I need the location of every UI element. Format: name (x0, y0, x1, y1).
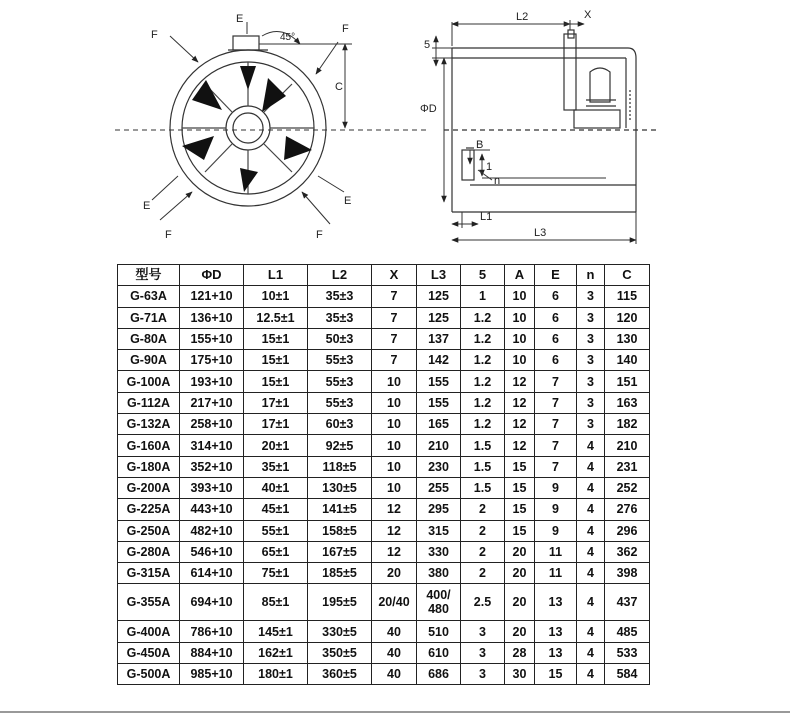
table-cell: 2 (461, 541, 505, 562)
table-cell: 20 (505, 563, 535, 584)
table-cell: 185±5 (308, 563, 372, 584)
col-header: 型号 (118, 265, 180, 286)
hub-inner (233, 113, 263, 143)
technical-drawing (0, 0, 790, 260)
table-row (118, 286, 650, 307)
table-cell: 230 (417, 456, 461, 477)
table-cell: 165 (417, 414, 461, 435)
table-cell: 120 (605, 307, 650, 328)
table-cell: G-71A (118, 307, 180, 328)
side-view (444, 30, 660, 212)
table-row (118, 563, 650, 584)
col-header: 5 (461, 265, 505, 286)
table-row (118, 350, 650, 371)
table-cell: 3 (461, 642, 505, 663)
col-header: ΦD (180, 265, 244, 286)
label-b: B (476, 139, 484, 151)
bottom-rule (0, 711, 790, 713)
table-cell: 7 (535, 456, 577, 477)
table-cell: 75±1 (244, 563, 308, 584)
table-cell: 614+10 (180, 563, 244, 584)
table-cell: G-355A (118, 584, 180, 621)
label-l3: L3 (534, 227, 547, 239)
table-cell: 12.5±1 (244, 307, 308, 328)
col-header: E (535, 265, 577, 286)
col-header: A (505, 265, 535, 286)
table-cell: 15 (505, 520, 535, 541)
table-cell: 231 (605, 456, 650, 477)
table-row (118, 541, 650, 562)
table-cell: 485 (605, 621, 650, 642)
table-row (118, 642, 650, 663)
table-cell: 3 (577, 328, 605, 349)
col-header: L2 (308, 265, 372, 286)
table-cell: 17±1 (244, 414, 308, 435)
table-cell: 35±3 (308, 286, 372, 307)
table-cell: 217+10 (180, 392, 244, 413)
table-cell: G-100A (118, 371, 180, 392)
table-cell: 145±1 (244, 621, 308, 642)
table-cell: 985+10 (180, 664, 244, 685)
f-arrow (170, 36, 198, 62)
table-cell: G-112A (118, 392, 180, 413)
table-cell: 3 (577, 371, 605, 392)
table-cell: 20 (505, 584, 535, 621)
table-cell: 1.5 (461, 456, 505, 477)
e-leader (318, 176, 344, 192)
col-header: C (605, 265, 650, 286)
table-cell: 158±5 (308, 520, 372, 541)
table-cell: 142 (417, 350, 461, 371)
header-row (118, 265, 650, 286)
table-cell: 437 (605, 584, 650, 621)
table-cell: 3 (461, 621, 505, 642)
table-cell: 180±1 (244, 664, 308, 685)
table-cell: 686 (417, 664, 461, 685)
table-cell: G-200A (118, 477, 180, 498)
label-angle: 45° (280, 32, 296, 43)
table-cell: 255 (417, 477, 461, 498)
table-cell: 4 (577, 541, 605, 562)
table-cell: 694+10 (180, 584, 244, 621)
label-x: X (584, 9, 592, 21)
table-cell: 136+10 (180, 307, 244, 328)
table-cell: 55±3 (308, 392, 372, 413)
table-row (118, 477, 650, 498)
table-cell: 167±5 (308, 541, 372, 562)
table-cell: 15 (505, 499, 535, 520)
blade (192, 80, 222, 110)
table-cell: 55±3 (308, 350, 372, 371)
table-cell: G-500A (118, 664, 180, 685)
table-cell: 10 (372, 414, 417, 435)
table-cell: 10 (372, 435, 417, 456)
table-cell: 155 (417, 392, 461, 413)
table-cell: 125 (417, 307, 461, 328)
table-cell: 9 (535, 520, 577, 541)
table-cell: 352+10 (180, 456, 244, 477)
table-cell: 276 (605, 499, 650, 520)
table-cell: 12 (505, 414, 535, 435)
table-cell: 163 (605, 392, 650, 413)
table-cell: 2 (461, 499, 505, 520)
table-cell: G-225A (118, 499, 180, 520)
table-row (118, 456, 650, 477)
label-f-bottom-left: F (165, 229, 172, 241)
table-cell: 130 (605, 328, 650, 349)
table-cell: 12 (505, 435, 535, 456)
table-cell: 6 (535, 286, 577, 307)
table-cell: 195±5 (308, 584, 372, 621)
table-row (118, 392, 650, 413)
table-cell: 10 (372, 392, 417, 413)
table-cell: G-63A (118, 286, 180, 307)
table-cell: 55±1 (244, 520, 308, 541)
table-cell: 10 (505, 328, 535, 349)
table-cell: 1 (461, 286, 505, 307)
table-cell: G-250A (118, 520, 180, 541)
table-cell: 162±1 (244, 642, 308, 663)
table-cell: 17±1 (244, 392, 308, 413)
table-cell: G-160A (118, 435, 180, 456)
table-cell: 7 (535, 392, 577, 413)
table-cell: 350±5 (308, 642, 372, 663)
table-cell: G-400A (118, 621, 180, 642)
table-cell: 1.2 (461, 307, 505, 328)
table-cell: 786+10 (180, 621, 244, 642)
table-cell: 35±1 (244, 456, 308, 477)
table-cell: 1.5 (461, 477, 505, 498)
label-one: 1 (486, 161, 493, 173)
table-cell: 40±1 (244, 477, 308, 498)
table-cell: 360±5 (308, 664, 372, 685)
table-row (118, 664, 650, 685)
table-cell: 40 (372, 642, 417, 663)
table-cell: 13 (535, 642, 577, 663)
table-cell: G-132A (118, 414, 180, 435)
table-cell: 193+10 (180, 371, 244, 392)
table-cell: 2 (461, 563, 505, 584)
f-arrow (302, 192, 330, 224)
table-cell: 1.2 (461, 328, 505, 349)
table-cell: 2 (461, 520, 505, 541)
table-cell: 7 (372, 286, 417, 307)
f-arrow (316, 42, 338, 74)
table-cell: 482+10 (180, 520, 244, 541)
table-cell: 7 (372, 328, 417, 349)
table-cell: 3 (577, 392, 605, 413)
blade (262, 78, 286, 112)
label-f-top-right: F (342, 23, 349, 35)
front-labels (143, 13, 351, 241)
table-cell: 584 (605, 664, 650, 685)
table-cell: 610 (417, 642, 461, 663)
table-cell: 1.2 (461, 350, 505, 371)
fan-blades (182, 66, 312, 192)
table-cell: 12 (372, 520, 417, 541)
table-cell: 3 (461, 664, 505, 685)
table-cell: 4 (577, 584, 605, 621)
table-row (118, 499, 650, 520)
table-cell: 15±1 (244, 328, 308, 349)
table-cell: 3 (577, 307, 605, 328)
label-e-left: E (143, 200, 151, 212)
table-cell: 40 (372, 621, 417, 642)
table-row (118, 307, 650, 328)
table-cell: 1.2 (461, 371, 505, 392)
table-cell: 92±5 (308, 435, 372, 456)
table-row (118, 414, 650, 435)
table-cell: 15 (505, 477, 535, 498)
table-cell: 20±1 (244, 435, 308, 456)
table-cell: 3 (577, 414, 605, 435)
table-cell: 20 (372, 563, 417, 584)
table-cell: 125 (417, 286, 461, 307)
table-cell: 10 (372, 477, 417, 498)
table-cell: 1.2 (461, 392, 505, 413)
label-e-right: E (344, 195, 352, 207)
table-cell: 546+10 (180, 541, 244, 562)
table-cell: 118±5 (308, 456, 372, 477)
table-cell: 4 (577, 621, 605, 642)
table-cell: 28 (505, 642, 535, 663)
table-cell: 315 (417, 520, 461, 541)
table-row (118, 520, 650, 541)
table-cell: 85±1 (244, 584, 308, 621)
table-cell: 533 (605, 642, 650, 663)
top-bracket (233, 36, 259, 50)
blade (240, 66, 256, 90)
table-cell: 4 (577, 435, 605, 456)
table-cell: 20 (505, 621, 535, 642)
table-cell: 330±5 (308, 621, 372, 642)
side-dimensions (432, 20, 636, 244)
table-cell: 7 (535, 371, 577, 392)
label-f-bottom-right: F (316, 229, 323, 241)
table-cell: 10±1 (244, 286, 308, 307)
table-cell: 258+10 (180, 414, 244, 435)
table-cell: 296 (605, 520, 650, 541)
table-cell: 3 (577, 286, 605, 307)
table-cell: 7 (535, 435, 577, 456)
table-cell: 4 (577, 664, 605, 685)
table-cell: G-180A (118, 456, 180, 477)
label-f-top-left: F (151, 29, 158, 41)
table-cell: 30 (505, 664, 535, 685)
table-row (118, 371, 650, 392)
table-cell: 380 (417, 563, 461, 584)
table-row (118, 328, 650, 349)
table-cell: 12 (505, 392, 535, 413)
motor-body (574, 110, 620, 128)
table-cell: 45±1 (244, 499, 308, 520)
table-cell: 12 (505, 371, 535, 392)
table-cell: 398 (605, 563, 650, 584)
table-cell: 65±1 (244, 541, 308, 562)
table-cell: 151 (605, 371, 650, 392)
table-cell: 4 (577, 456, 605, 477)
table-cell: 210 (417, 435, 461, 456)
table-cell: 4 (577, 563, 605, 584)
table-cell: 10 (372, 371, 417, 392)
f-arrow (160, 192, 192, 220)
table-cell: 884+10 (180, 642, 244, 663)
table-cell: G-450A (118, 642, 180, 663)
table-row (118, 584, 650, 621)
table-cell: 141±5 (308, 499, 372, 520)
table-cell: 20/40 (372, 584, 417, 621)
table-cell: 210 (605, 435, 650, 456)
col-header: X (372, 265, 417, 286)
table-cell: 4 (577, 477, 605, 498)
table-cell: 121+10 (180, 286, 244, 307)
table-cell: 12 (372, 541, 417, 562)
inlet-bracket (462, 150, 474, 180)
label-l2: L2 (516, 11, 529, 23)
table-cell: 35±3 (308, 307, 372, 328)
table-row (118, 435, 650, 456)
table-row (118, 621, 650, 642)
col-header: L1 (244, 265, 308, 286)
table-cell: 15±1 (244, 350, 308, 371)
table-cell: 12 (372, 499, 417, 520)
table-cell: 6 (535, 307, 577, 328)
table-cell: 9 (535, 477, 577, 498)
table-cell: 50±3 (308, 328, 372, 349)
motor-mount (564, 34, 576, 110)
blade (240, 168, 258, 192)
table-cell: 13 (535, 621, 577, 642)
table-cell: 11 (535, 541, 577, 562)
table-cell: 7 (372, 350, 417, 371)
table-cell: 4 (577, 499, 605, 520)
blade (182, 136, 214, 160)
table-cell: G-280A (118, 541, 180, 562)
table-cell: 15 (535, 664, 577, 685)
table-cell: 10 (372, 456, 417, 477)
spec-table (117, 264, 650, 685)
table-cell: 510 (417, 621, 461, 642)
label-n: n (494, 175, 501, 187)
table-cell: 15 (505, 456, 535, 477)
table-cell: 10 (505, 307, 535, 328)
table-cell: 130±5 (308, 477, 372, 498)
table-cell: G-90A (118, 350, 180, 371)
label-e-top: E (236, 13, 244, 25)
side-labels (420, 9, 592, 239)
table-cell: G-80A (118, 328, 180, 349)
table-cell: 4 (577, 642, 605, 663)
table-cell: 393+10 (180, 477, 244, 498)
label-phi-d: ΦD (420, 103, 437, 115)
table-cell: 330 (417, 541, 461, 562)
label-five: 5 (424, 39, 431, 51)
table-cell: 362 (605, 541, 650, 562)
table-cell: 11 (535, 563, 577, 584)
col-header: n (577, 265, 605, 286)
table-cell: 55±3 (308, 371, 372, 392)
table-cell: 400/ 480 (417, 584, 461, 621)
table-cell: 20 (505, 541, 535, 562)
table-cell: 182 (605, 414, 650, 435)
table-cell: 7 (372, 307, 417, 328)
table-cell: 10 (505, 350, 535, 371)
table-cell: 155+10 (180, 328, 244, 349)
table-cell: 314+10 (180, 435, 244, 456)
table-cell: 137 (417, 328, 461, 349)
table-cell: 6 (535, 350, 577, 371)
table-cell: 15±1 (244, 371, 308, 392)
table-cell: 115 (605, 286, 650, 307)
table-cell: 60±3 (308, 414, 372, 435)
table-cell: 4 (577, 520, 605, 541)
label-c: C (335, 81, 343, 93)
table-cell: 2.5 (461, 584, 505, 621)
table-cell: 1.2 (461, 414, 505, 435)
table-cell: 252 (605, 477, 650, 498)
table-cell: 40 (372, 664, 417, 685)
table-cell: G-315A (118, 563, 180, 584)
label-l1: L1 (480, 211, 493, 223)
table-cell: 6 (535, 328, 577, 349)
table-cell: 140 (605, 350, 650, 371)
table-cell: 13 (535, 584, 577, 621)
table-cell: 155 (417, 371, 461, 392)
table-cell: 9 (535, 499, 577, 520)
table-cell: 175+10 (180, 350, 244, 371)
col-header: L3 (417, 265, 461, 286)
table-cell: 295 (417, 499, 461, 520)
table-cell: 3 (577, 350, 605, 371)
e-leader (152, 176, 178, 200)
table-cell: 1.5 (461, 435, 505, 456)
table-cell: 443+10 (180, 499, 244, 520)
table-cell: 10 (505, 286, 535, 307)
table-cell: 7 (535, 414, 577, 435)
front-dimensions (115, 22, 430, 224)
